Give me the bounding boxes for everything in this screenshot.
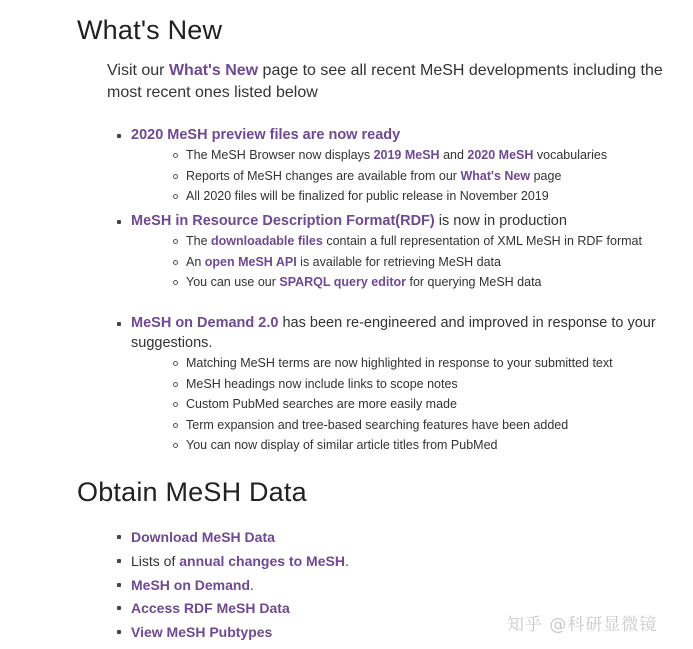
sublist — [186, 231, 642, 293]
sublist-item — [186, 353, 661, 374]
list-item — [131, 550, 349, 574]
mesh-rdf-link[interactable]: MeSH in Resource Description Format(RDF) — [131, 213, 435, 229]
whats-new-list-item-rdf — [131, 211, 642, 293]
mesh-2020-link[interactable]: 2020 MeSH — [467, 148, 534, 162]
sub-prefix: An — [186, 254, 205, 269]
sub-text: All 2020 files will be finalized for public release in November 2019 — [186, 189, 549, 203]
annual-changes-link[interactable]: annual changes to MeSH — [179, 552, 345, 569]
sublist-item — [186, 166, 607, 187]
list-item — [131, 211, 642, 293]
mesh-2020-preview-link[interactable]: 2020 MeSH preview files are now ready — [131, 127, 401, 143]
sublist-item — [186, 252, 642, 273]
sub-text: Term expansion and tree-based searching features have been added — [186, 417, 569, 432]
list-item — [131, 526, 349, 550]
sub-suffix: page — [530, 168, 562, 183]
downloadable-files-link[interactable]: downloadable files — [211, 234, 323, 248]
sub-text: Custom PubMed searches are more easily made — [186, 397, 457, 411]
obtain-mesh-data-heading: Obtain MeSH Data — [77, 477, 307, 507]
whats-new-link[interactable]: What's New — [460, 168, 531, 183]
list-item — [131, 621, 349, 645]
sublist-item — [186, 272, 642, 293]
whats-new-list-item-mesh-on-demand — [131, 313, 661, 456]
list-item — [131, 597, 349, 621]
whats-new-intro — [107, 60, 677, 104]
intro-suffix: page to see all recent MeSH developments including the most recent ones listed below — [107, 62, 663, 101]
sublist — [186, 353, 661, 456]
sublist — [186, 145, 607, 207]
item-suffix: has been re-engineered and improved in response to your suggestions. — [131, 315, 656, 351]
mesh-on-demand-link[interactable]: MeSH on Demand — [131, 576, 251, 593]
obtain-mesh-data-list — [131, 526, 349, 645]
mesh-on-demand-2-link[interactable]: MeSH on Demand 2.0 — [131, 315, 279, 331]
sub-prefix: Reports of MeSH changes are available from our — [186, 168, 461, 183]
sublist-item — [186, 415, 661, 436]
list-item — [131, 125, 607, 207]
sub-prefix: You can use our — [186, 275, 280, 289]
item-suffix: . — [250, 576, 254, 593]
sub-mid: and — [439, 148, 468, 162]
sublist-item — [186, 374, 661, 395]
sublist-item — [186, 231, 642, 252]
sub-text: You can now display of similar article titles from PubMed — [186, 438, 498, 452]
sub-prefix: The MeSH Browser now displays — [186, 148, 374, 162]
sublist-item — [186, 394, 661, 415]
sub-prefix: The — [186, 234, 212, 248]
watermark: 知乎 @科研显微镜 — [507, 615, 658, 635]
download-mesh-data-link[interactable]: Download MeSH Data — [131, 529, 275, 545]
sub-suffix: contain a full representation of XML MeSH in RDF format — [322, 234, 642, 248]
list-item — [131, 574, 349, 598]
intro-prefix: Visit our — [107, 62, 169, 79]
sub-suffix: for querying MeSH data — [406, 275, 542, 289]
open-mesh-api-link[interactable]: open MeSH API — [204, 254, 297, 269]
whats-new-page-link[interactable]: What's New — [168, 62, 259, 79]
item-prefix: Lists of — [131, 552, 180, 569]
item-suffix: . — [344, 552, 349, 569]
sub-text: Matching MeSH terms are now highlighted in response to your submitted text — [186, 356, 613, 370]
sub-suffix: vocabularies — [533, 148, 608, 162]
sublist-item — [186, 145, 607, 166]
access-rdf-mesh-data-link[interactable]: Access RDF MeSH Data — [131, 600, 290, 617]
sublist-item — [186, 435, 661, 456]
item-suffix: is now in production — [434, 213, 567, 229]
sub-suffix: is available for retrieving MeSH data — [296, 254, 501, 269]
sublist-item — [186, 186, 607, 207]
sparql-query-editor-link[interactable]: SPARQL query editor — [279, 275, 407, 289]
list-item — [131, 313, 661, 456]
whats-new-heading: What's New — [77, 15, 223, 45]
mesh-2019-link[interactable]: 2019 MeSH — [373, 148, 440, 162]
view-mesh-pubtypes-link[interactable]: View MeSH Pubtypes — [131, 624, 273, 641]
whats-new-list-item-2020 — [131, 125, 607, 207]
sub-text: MeSH headings now include links to scope notes — [186, 376, 458, 391]
